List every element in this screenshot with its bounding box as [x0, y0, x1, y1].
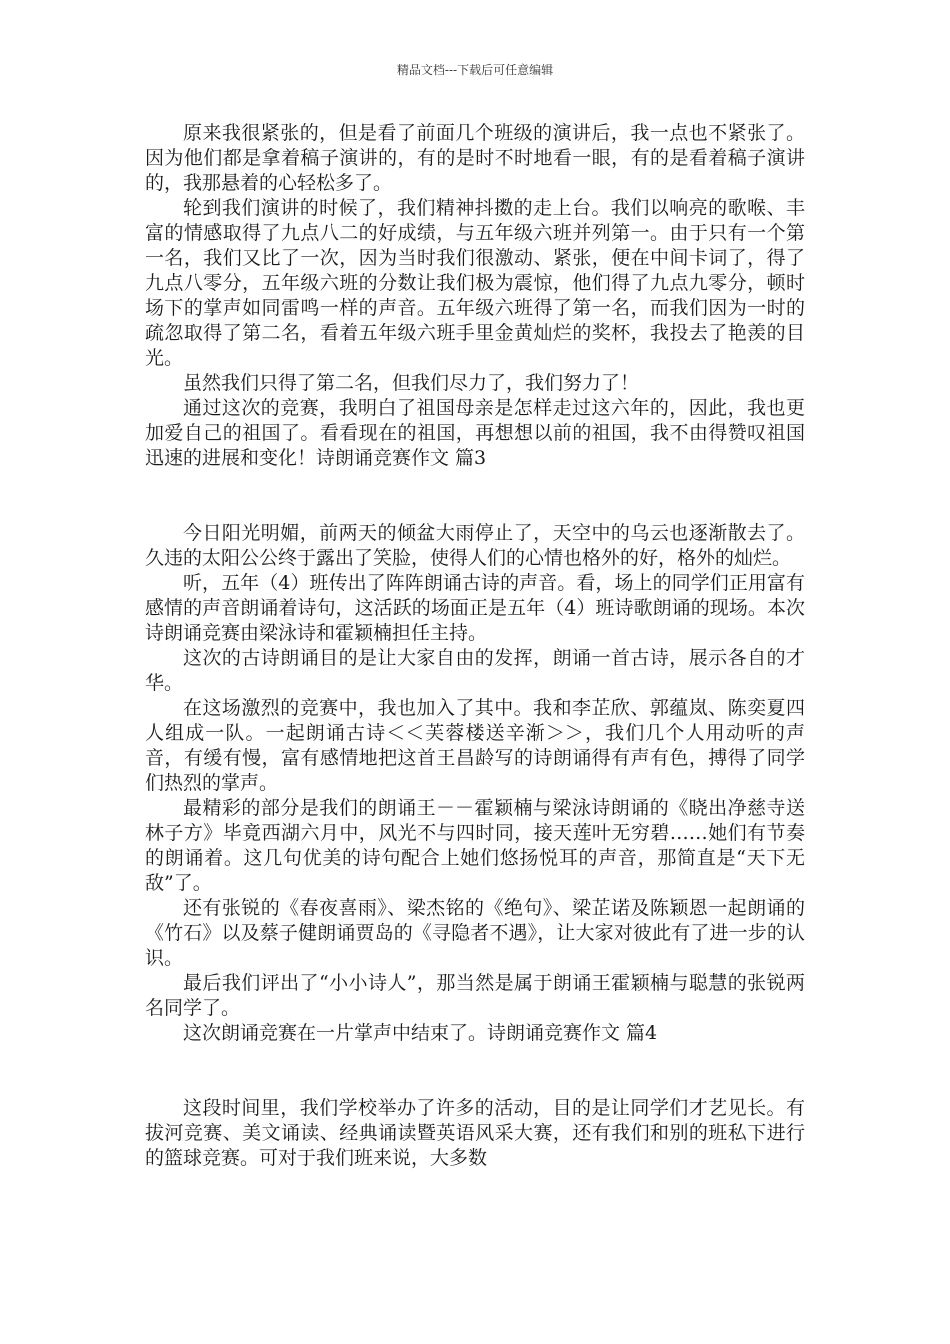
paragraph: 虽然我们只得了第二名，但我们尽力了，我们努力了！ [183, 372, 640, 394]
paragraph: 今日阳光明媚，前两天的倾盆大雨停止了，天空中的乌云也逐渐散去了。久违的太阳公公终于露出了笑脸，使得人们的心情也格外的好，格外的灿烂。 [145, 522, 805, 569]
paragraph: 原来我很紧张的，但是看了前面几个班级的演讲后，我一点也不紧张了。因为他们都是拿着稿子演讲的，有的是时不时地看一眼，有的是看着稿子演讲的，我那悬着的心轻松多了。 [145, 122, 805, 194]
paragraph: 最精彩的部分是我们的朗诵王－－霍颖楠与梁泳诗朗诵的《晓出净慈寺送林子方》毕竟西湖六月中，风光不与四时同，接天莲叶无穷碧……她们有节奏的朗诵着。这几句优美的诗句配合上她们悠扬悦耳的声音，那简直是“天下无敌”了。 [145, 797, 805, 894]
document-body [145, 121, 805, 1171]
paragraph: 通过这次的竞赛，我明白了祖国母亲是怎样走过这六年的，因此，我也更加爱自己的祖国了。看看现在的祖国，再想想以前的祖国，我不由得赞叹祖国迅速的进展和变化！诗朗诵竞赛作文 篇3 [145, 397, 805, 469]
paragraph: 轮到我们演讲的时候了，我们精神抖擞的走上台。我们以响亮的歌喉、丰富的情感取得了九点八二的好成绩，与五年级六班并列第一。由于只有一个第一名，我们又比了一次，因为当时我们很激动、紧张，便在中间卡词了，得了九点八零分，五年级六班的分数让我们极为震惊，他们得了九点九零分，顿时场下的掌声如同雷鸣一样的声音。五年级六班得了第一名，而我们因为一时的疏忽取得了第二名，看着五年级六班手里金黄灿烂的奖杯，我投去了艳羡的目光。 [145, 197, 805, 369]
paragraph: 最后我们评出了“小小诗人”，那当然是属于朗诵王霍颖楠与聪慧的张锐两名同学了。 [145, 972, 805, 1019]
paragraph: 还有张锐的《春夜喜雨》、梁杰铭的《绝句》、梁芷诺及陈颖恩一起朗诵的《竹石》以及蔡子健朗诵贾岛的《寻隐者不遇》，让大家对彼此有了进一步的认识。 [145, 897, 805, 969]
paragraph: 这次的古诗朗诵目的是让大家自由的发挥，朗诵一首古诗，展示各自的才华。 [145, 647, 805, 694]
paragraph: 听，五年（4）班传出了阵阵朗诵古诗的声音。看，场上的同学们正用富有感情的声音朗诵着诗句，这活跃的场面正是五年（4）班诗歌朗诵的现场。本次诗朗诵竞赛由梁泳诗和霍颖楠担任主持。 [145, 572, 805, 644]
section-gap [145, 471, 805, 521]
page-header: 精品文档---下载后可任意编辑 [396, 63, 554, 77]
paragraph: 在这场激烈的竞赛中，我也加入了其中。我和李芷欣、郭蕴岚、陈奕夏四人组成一队。一起朗诵古诗＜＜芙蓉楼送辛渐＞＞，我们几个人用动听的声音，有缓有慢，富有感情地把这首王昌龄写的诗朗诵得有声有色，搏得了同学们热烈的掌声。 [145, 697, 805, 794]
paragraph: 这段时间里，我们学校举办了许多的活动，目的是让同学们才艺见长。有拔河竞赛、美文诵读、经典诵读暨英语风采大赛，还有我们和别的班私下进行的篮球竞赛。可对于我们班来说，大多数 [145, 1097, 805, 1169]
section-gap [145, 1046, 805, 1096]
paragraph: 这次朗诵竞赛在一片掌声中结束了。诗朗诵竞赛作文 篇4 [183, 1022, 658, 1044]
